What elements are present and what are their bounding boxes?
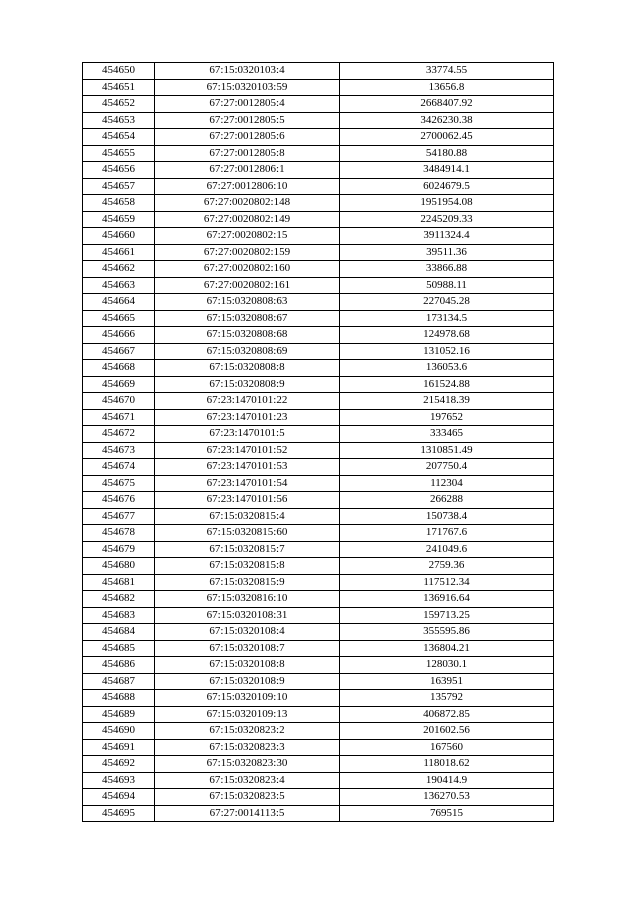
row-number-cell: 454684 xyxy=(83,624,155,641)
table-row xyxy=(83,244,554,261)
value-cell: 159713.25 xyxy=(340,607,554,624)
table-row xyxy=(83,409,554,426)
value-cell: 2245209.33 xyxy=(340,211,554,228)
table-row xyxy=(83,739,554,756)
table-row xyxy=(83,145,554,162)
table-row xyxy=(83,607,554,624)
value-cell: 227045.28 xyxy=(340,294,554,311)
row-number-cell: 454663 xyxy=(83,277,155,294)
table-row xyxy=(83,591,554,608)
row-number-cell: 454685 xyxy=(83,640,155,657)
row-number-cell: 454690 xyxy=(83,723,155,740)
table-row xyxy=(83,178,554,195)
value-cell: 1951954.08 xyxy=(340,195,554,212)
table-row xyxy=(83,195,554,212)
cadastral-number-cell: 67:15:0320103:59 xyxy=(155,79,340,96)
value-cell: 171767.6 xyxy=(340,525,554,542)
cadastral-number-cell: 67:27:0020802:149 xyxy=(155,211,340,228)
cadastral-number-cell: 67:27:0012805:4 xyxy=(155,96,340,113)
table-row xyxy=(83,789,554,806)
cadastral-number-cell: 67:27:0020802:161 xyxy=(155,277,340,294)
value-cell: 13656.8 xyxy=(340,79,554,96)
table-row xyxy=(83,673,554,690)
table-row xyxy=(83,442,554,459)
value-cell: 2700062.45 xyxy=(340,129,554,146)
row-number-cell: 454657 xyxy=(83,178,155,195)
cadastral-number-cell: 67:15:0320808:9 xyxy=(155,376,340,393)
cadastral-number-cell: 67:23:1470101:22 xyxy=(155,393,340,410)
row-number-cell: 454676 xyxy=(83,492,155,509)
row-number-cell: 454656 xyxy=(83,162,155,179)
table-row xyxy=(83,112,554,129)
cadastral-number-cell: 67:15:0320108:7 xyxy=(155,640,340,657)
value-cell: 54180.88 xyxy=(340,145,554,162)
table-row xyxy=(83,475,554,492)
row-number-cell: 454660 xyxy=(83,228,155,245)
table-row xyxy=(83,723,554,740)
value-cell: 406872.85 xyxy=(340,706,554,723)
value-cell: 136916.64 xyxy=(340,591,554,608)
table-row xyxy=(83,459,554,476)
row-number-cell: 454677 xyxy=(83,508,155,525)
table-row xyxy=(83,492,554,509)
table-row xyxy=(83,640,554,657)
row-number-cell: 454683 xyxy=(83,607,155,624)
row-number-cell: 454691 xyxy=(83,739,155,756)
cadastral-number-cell: 67:15:0320108:8 xyxy=(155,657,340,674)
cadastral-number-cell: 67:15:0320816:10 xyxy=(155,591,340,608)
value-cell: 241049.6 xyxy=(340,541,554,558)
table-row xyxy=(83,756,554,773)
value-cell: 131052.16 xyxy=(340,343,554,360)
cadastral-number-cell: 67:15:0320108:31 xyxy=(155,607,340,624)
row-number-cell: 454680 xyxy=(83,558,155,575)
table-row xyxy=(83,277,554,294)
value-cell: 33774.55 xyxy=(340,63,554,80)
table-row xyxy=(83,63,554,80)
cadastral-number-cell: 67:27:0020802:15 xyxy=(155,228,340,245)
value-cell: 3484914.1 xyxy=(340,162,554,179)
value-cell: 128030.1 xyxy=(340,657,554,674)
cadastral-number-cell: 67:15:0320823:3 xyxy=(155,739,340,756)
value-cell: 136804.21 xyxy=(340,640,554,657)
row-number-cell: 454681 xyxy=(83,574,155,591)
value-cell: 2759.36 xyxy=(340,558,554,575)
cadastral-number-cell: 67:15:0320808:8 xyxy=(155,360,340,377)
cadastral-number-cell: 67:23:1470101:52 xyxy=(155,442,340,459)
value-cell: 136270.53 xyxy=(340,789,554,806)
table-row xyxy=(83,376,554,393)
cadastral-number-cell: 67:23:1470101:56 xyxy=(155,492,340,509)
cadastral-number-cell: 67:15:0320808:67 xyxy=(155,310,340,327)
row-number-cell: 454694 xyxy=(83,789,155,806)
value-cell: 207750.4 xyxy=(340,459,554,476)
row-number-cell: 454652 xyxy=(83,96,155,113)
cadastral-number-cell: 67:15:0320808:68 xyxy=(155,327,340,344)
value-cell: 33866.88 xyxy=(340,261,554,278)
row-number-cell: 454650 xyxy=(83,63,155,80)
value-cell: 333465 xyxy=(340,426,554,443)
row-number-cell: 454688 xyxy=(83,690,155,707)
row-number-cell: 454687 xyxy=(83,673,155,690)
cadastral-number-cell: 67:15:0320103:4 xyxy=(155,63,340,80)
table-row xyxy=(83,690,554,707)
cadastral-number-cell: 67:15:0320109:13 xyxy=(155,706,340,723)
table-row xyxy=(83,525,554,542)
table-row xyxy=(83,96,554,113)
value-cell: 117512.34 xyxy=(340,574,554,591)
table-row xyxy=(83,558,554,575)
cadastral-number-cell: 67:23:1470101:23 xyxy=(155,409,340,426)
cadastral-number-cell: 67:15:0320815:7 xyxy=(155,541,340,558)
table-row xyxy=(83,541,554,558)
row-number-cell: 454672 xyxy=(83,426,155,443)
table-row xyxy=(83,574,554,591)
cadastral-number-cell: 67:15:0320823:2 xyxy=(155,723,340,740)
row-number-cell: 454658 xyxy=(83,195,155,212)
table-row xyxy=(83,129,554,146)
cadastral-number-cell: 67:27:0012806:10 xyxy=(155,178,340,195)
cadastral-number-cell: 67:15:0320808:69 xyxy=(155,343,340,360)
cadastral-number-cell: 67:23:1470101:53 xyxy=(155,459,340,476)
row-number-cell: 454654 xyxy=(83,129,155,146)
cadastral-number-cell: 67:15:0320823:4 xyxy=(155,772,340,789)
table-row xyxy=(83,162,554,179)
table-row xyxy=(83,508,554,525)
value-cell: 3426230.38 xyxy=(340,112,554,129)
value-cell: 50988.11 xyxy=(340,277,554,294)
row-number-cell: 454679 xyxy=(83,541,155,558)
cadastral-number-cell: 67:15:0320108:9 xyxy=(155,673,340,690)
value-cell: 769515 xyxy=(340,805,554,822)
table-row xyxy=(83,343,554,360)
value-cell: 124978.68 xyxy=(340,327,554,344)
cadastral-number-cell: 67:15:0320815:60 xyxy=(155,525,340,542)
table-row xyxy=(83,426,554,443)
table-row xyxy=(83,624,554,641)
row-number-cell: 454671 xyxy=(83,409,155,426)
value-cell: 161524.88 xyxy=(340,376,554,393)
row-number-cell: 454662 xyxy=(83,261,155,278)
row-number-cell: 454695 xyxy=(83,805,155,822)
cadastral-number-cell: 67:15:0320815:8 xyxy=(155,558,340,575)
cadastral-number-cell: 67:15:0320109:10 xyxy=(155,690,340,707)
value-cell: 6024679.5 xyxy=(340,178,554,195)
value-cell: 150738.4 xyxy=(340,508,554,525)
cadastral-number-cell: 67:27:0012805:5 xyxy=(155,112,340,129)
value-cell: 197652 xyxy=(340,409,554,426)
row-number-cell: 454651 xyxy=(83,79,155,96)
value-cell: 173134.5 xyxy=(340,310,554,327)
value-cell: 112304 xyxy=(340,475,554,492)
row-number-cell: 454669 xyxy=(83,376,155,393)
table-row xyxy=(83,79,554,96)
cadastral-number-cell: 67:15:0320823:5 xyxy=(155,789,340,806)
row-number-cell: 454686 xyxy=(83,657,155,674)
row-number-cell: 454674 xyxy=(83,459,155,476)
cadastral-number-cell: 67:15:0320815:4 xyxy=(155,508,340,525)
table-row xyxy=(83,310,554,327)
value-cell: 163951 xyxy=(340,673,554,690)
row-number-cell: 454664 xyxy=(83,294,155,311)
row-number-cell: 454666 xyxy=(83,327,155,344)
value-cell: 39511.36 xyxy=(340,244,554,261)
value-cell: 3911324.4 xyxy=(340,228,554,245)
row-number-cell: 454670 xyxy=(83,393,155,410)
value-cell: 201602.56 xyxy=(340,723,554,740)
value-cell: 355595.86 xyxy=(340,624,554,641)
cadastral-number-cell: 67:23:1470101:54 xyxy=(155,475,340,492)
table-row xyxy=(83,261,554,278)
value-cell: 135792 xyxy=(340,690,554,707)
row-number-cell: 454667 xyxy=(83,343,155,360)
row-number-cell: 454655 xyxy=(83,145,155,162)
row-number-cell: 454682 xyxy=(83,591,155,608)
cadastral-number-cell: 67:27:0014113:5 xyxy=(155,805,340,822)
value-cell: 136053.6 xyxy=(340,360,554,377)
row-number-cell: 454665 xyxy=(83,310,155,327)
cadastral-number-cell: 67:27:0012805:8 xyxy=(155,145,340,162)
cadastral-number-cell: 67:15:0320108:4 xyxy=(155,624,340,641)
table-row xyxy=(83,228,554,245)
row-number-cell: 454689 xyxy=(83,706,155,723)
row-number-cell: 454668 xyxy=(83,360,155,377)
table-row xyxy=(83,360,554,377)
table-row xyxy=(83,327,554,344)
value-cell: 190414.9 xyxy=(340,772,554,789)
value-cell: 215418.39 xyxy=(340,393,554,410)
value-cell: 266288 xyxy=(340,492,554,509)
row-number-cell: 454675 xyxy=(83,475,155,492)
table-row xyxy=(83,772,554,789)
table-row xyxy=(83,657,554,674)
row-number-cell: 454653 xyxy=(83,112,155,129)
cadastral-number-cell: 67:15:0320823:30 xyxy=(155,756,340,773)
value-cell: 118018.62 xyxy=(340,756,554,773)
value-cell: 167560 xyxy=(340,739,554,756)
table-row xyxy=(83,211,554,228)
table-body xyxy=(83,63,554,822)
cadastral-number-cell: 67:23:1470101:5 xyxy=(155,426,340,443)
value-cell: 2668407.92 xyxy=(340,96,554,113)
value-cell: 1310851.49 xyxy=(340,442,554,459)
table-row xyxy=(83,706,554,723)
cadastral-number-cell: 67:15:0320815:9 xyxy=(155,574,340,591)
cadastral-number-cell: 67:27:0020802:148 xyxy=(155,195,340,212)
row-number-cell: 454673 xyxy=(83,442,155,459)
table-row xyxy=(83,393,554,410)
table-row xyxy=(83,294,554,311)
row-number-cell: 454659 xyxy=(83,211,155,228)
row-number-cell: 454678 xyxy=(83,525,155,542)
row-number-cell: 454692 xyxy=(83,756,155,773)
cadastral-number-cell: 67:27:0020802:160 xyxy=(155,261,340,278)
table-row xyxy=(83,805,554,822)
cadastral-number-cell: 67:15:0320808:63 xyxy=(155,294,340,311)
cadastral-number-cell: 67:27:0020802:159 xyxy=(155,244,340,261)
row-number-cell: 454693 xyxy=(83,772,155,789)
cadastral-value-table xyxy=(82,62,554,822)
row-number-cell: 454661 xyxy=(83,244,155,261)
cadastral-number-cell: 67:27:0012806:1 xyxy=(155,162,340,179)
cadastral-number-cell: 67:27:0012805:6 xyxy=(155,129,340,146)
